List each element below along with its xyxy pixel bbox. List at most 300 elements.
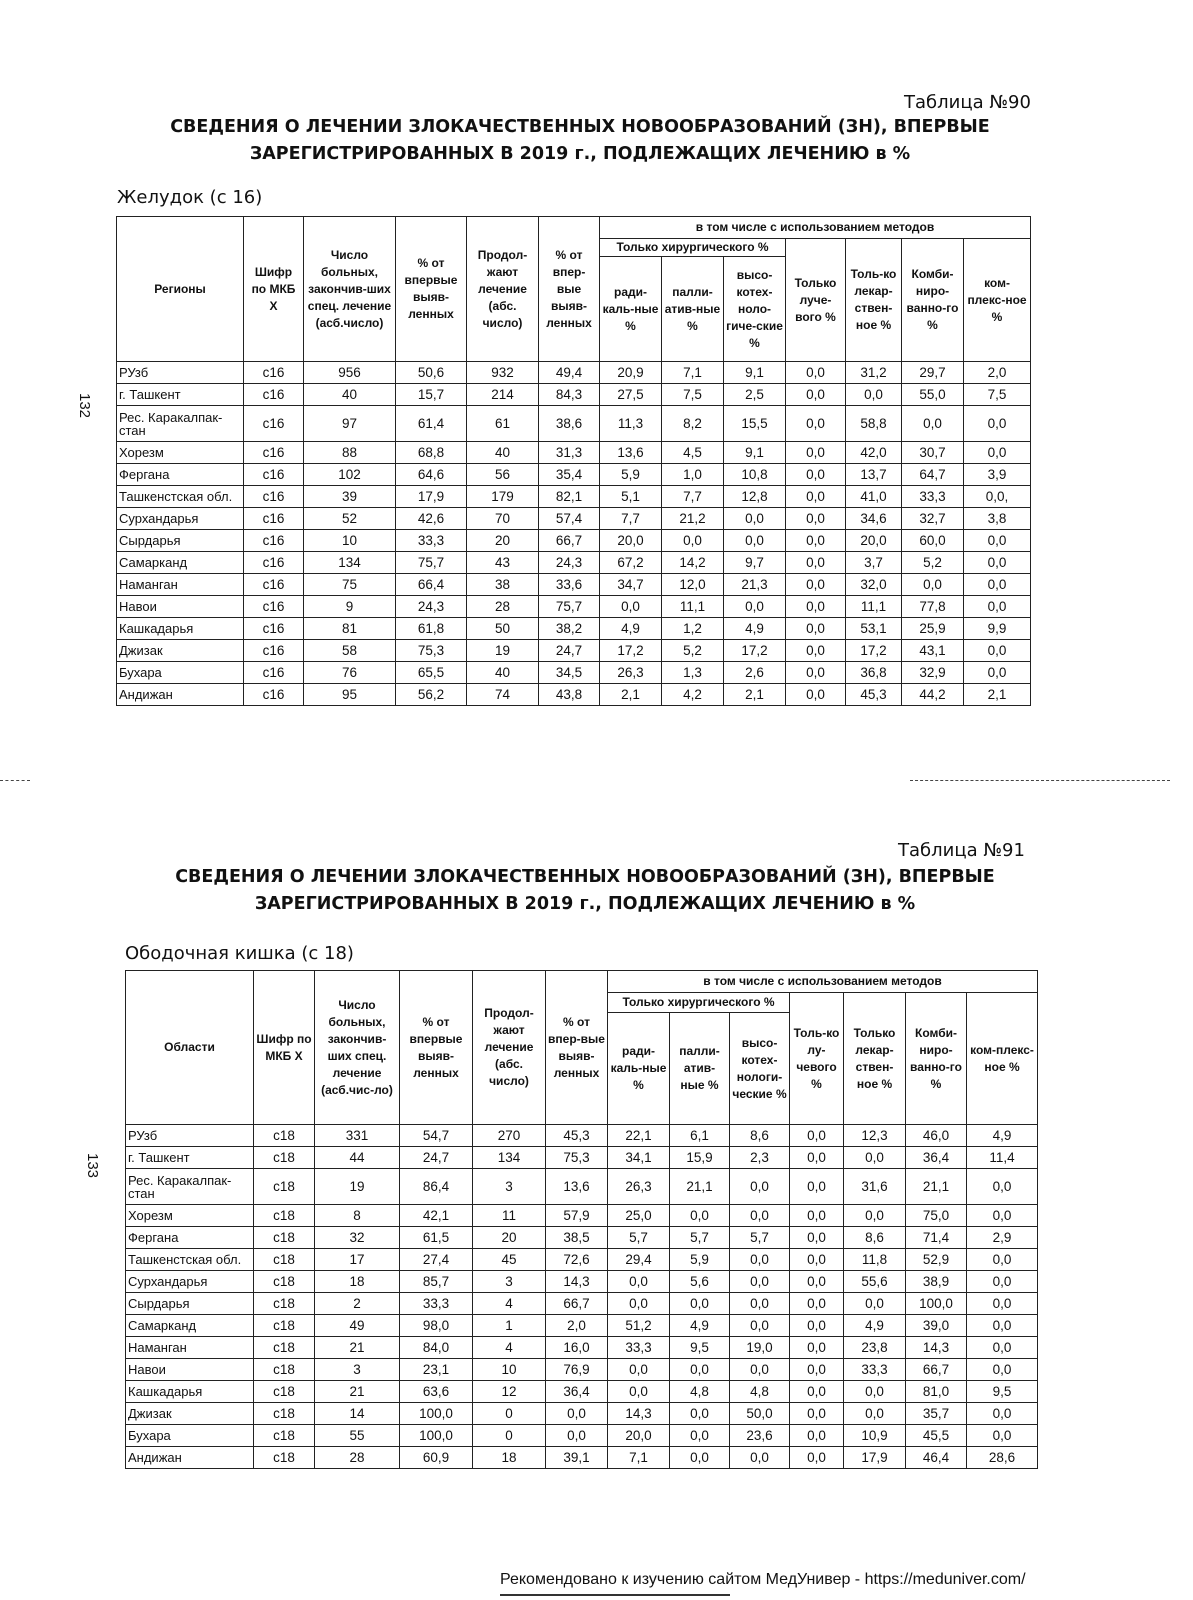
value-cell: 76 xyxy=(304,662,396,684)
value-cell: 0,0 xyxy=(670,1359,730,1381)
value-cell: 24,3 xyxy=(539,552,600,574)
region-cell: Бухара xyxy=(126,1425,254,1447)
value-cell: 82,1 xyxy=(539,486,600,508)
value-cell: 11,8 xyxy=(844,1249,906,1271)
value-cell: 0,0 xyxy=(964,530,1031,552)
code-cell: с18 xyxy=(254,1205,315,1227)
value-cell: 11,4 xyxy=(967,1147,1038,1169)
value-cell: 0,0 xyxy=(730,1169,790,1205)
header-region: Регионы xyxy=(117,217,244,362)
value-cell: 33,3 xyxy=(902,486,964,508)
page-number: 132 xyxy=(76,392,94,419)
header-surgical: Только хирургического % xyxy=(608,993,790,1013)
value-cell: 4,9 xyxy=(670,1315,730,1337)
value-cell: 0,0 xyxy=(967,1425,1038,1447)
value-cell: 100,0 xyxy=(400,1403,473,1425)
value-cell: 20,9 xyxy=(600,362,662,384)
value-cell: 0,0 xyxy=(790,1425,844,1447)
value-cell: 0,0 xyxy=(844,1205,906,1227)
header-complex: ком-плекс-ное % xyxy=(964,239,1031,362)
table-body xyxy=(126,1125,1038,1469)
code-cell: с18 xyxy=(254,1227,315,1249)
divider xyxy=(0,780,30,781)
value-cell: 5,9 xyxy=(670,1249,730,1271)
value-cell: 33,3 xyxy=(844,1359,906,1381)
value-cell: 16,0 xyxy=(546,1337,608,1359)
value-cell: 4 xyxy=(473,1293,546,1315)
code-cell: с18 xyxy=(254,1447,315,1469)
value-cell: 52,9 xyxy=(906,1249,967,1271)
value-cell: 28,6 xyxy=(967,1447,1038,1469)
value-cell: 10 xyxy=(304,530,396,552)
value-cell: 4,9 xyxy=(967,1125,1038,1147)
value-cell: 75,0 xyxy=(906,1205,967,1227)
table-row xyxy=(126,1425,1038,1447)
value-cell: 0,0 xyxy=(844,1381,906,1403)
region-cell: Навои xyxy=(126,1359,254,1381)
code-cell: с18 xyxy=(254,1249,315,1271)
table-row xyxy=(117,486,1031,508)
value-cell: 12,0 xyxy=(662,574,724,596)
code-cell: с16 xyxy=(244,406,304,442)
value-cell: 19 xyxy=(467,640,539,662)
value-cell: 58 xyxy=(304,640,396,662)
value-cell: 3 xyxy=(473,1271,546,1293)
value-cell: 75 xyxy=(304,574,396,596)
value-cell: 75,3 xyxy=(546,1147,608,1169)
value-cell: 49 xyxy=(315,1315,400,1337)
value-cell: 35,4 xyxy=(539,464,600,486)
value-cell: 0,0 xyxy=(786,552,846,574)
table-number: Таблица №91 xyxy=(898,840,1025,861)
value-cell: 0,0 xyxy=(902,406,964,442)
value-cell: 45 xyxy=(473,1249,546,1271)
header-count: Число больных, закончив-ших спец. лечение (асб.чис-ло) xyxy=(315,971,400,1125)
code-cell: с18 xyxy=(254,1337,315,1359)
table-row xyxy=(126,1147,1038,1169)
value-cell: 26,3 xyxy=(608,1169,670,1205)
header-radical: ради-каль-ные % xyxy=(608,1013,670,1125)
table-body xyxy=(117,362,1031,706)
value-cell: 24,3 xyxy=(396,596,467,618)
table-row xyxy=(117,684,1031,706)
value-cell: 36,4 xyxy=(546,1381,608,1403)
value-cell: 27,5 xyxy=(600,384,662,406)
region-cell: Андижан xyxy=(117,684,244,706)
value-cell: 20,0 xyxy=(846,530,902,552)
value-cell: 0,0 xyxy=(786,662,846,684)
value-cell: 41,0 xyxy=(846,486,902,508)
header-pct-first2: % от впер-вые выяв-ленных xyxy=(539,217,600,362)
value-cell: 15,9 xyxy=(670,1147,730,1169)
value-cell: 9,5 xyxy=(670,1337,730,1359)
header-pct-first: % от впервые выяв-ленных xyxy=(396,217,467,362)
value-cell: 2,1 xyxy=(600,684,662,706)
value-cell: 0,0 xyxy=(844,1293,906,1315)
value-cell: 17,2 xyxy=(846,640,902,662)
value-cell: 4,9 xyxy=(600,618,662,640)
code-cell: с18 xyxy=(254,1271,315,1293)
value-cell: 100,0 xyxy=(906,1293,967,1315)
value-cell: 0,0 xyxy=(786,442,846,464)
value-cell: 72,6 xyxy=(546,1249,608,1271)
code-cell: с16 xyxy=(244,508,304,530)
value-cell: 70 xyxy=(467,508,539,530)
value-cell: 8 xyxy=(315,1205,400,1227)
value-cell: 35,7 xyxy=(906,1403,967,1425)
value-cell: 21,1 xyxy=(906,1169,967,1205)
value-cell: 61,8 xyxy=(396,618,467,640)
value-cell: 28 xyxy=(315,1447,400,1469)
value-cell: 31,6 xyxy=(844,1169,906,1205)
value-cell: 49,4 xyxy=(539,362,600,384)
value-cell: 45,3 xyxy=(846,684,902,706)
value-cell: 9,7 xyxy=(724,552,786,574)
value-cell: 0,0 xyxy=(790,1271,844,1293)
value-cell: 45,3 xyxy=(546,1125,608,1147)
title-line-2: ЗАРЕГИСТРИРОВАННЫХ В 2019 г., ПОДЛЕЖАЩИХ ЛЕЧЕНИЮ в % xyxy=(249,144,911,164)
value-cell: 44,2 xyxy=(902,684,964,706)
value-cell: 61,4 xyxy=(396,406,467,442)
value-cell: 331 xyxy=(315,1125,400,1147)
value-cell: 21,3 xyxy=(724,574,786,596)
value-cell: 32,9 xyxy=(902,662,964,684)
value-cell: 50,0 xyxy=(730,1403,790,1425)
table-row xyxy=(117,618,1031,640)
value-cell: 50 xyxy=(467,618,539,640)
footer-underline xyxy=(500,1594,730,1596)
value-cell: 5,2 xyxy=(902,552,964,574)
region-cell: Наманган xyxy=(126,1337,254,1359)
region-cell: Сурхандарья xyxy=(117,508,244,530)
value-cell: 0,0 xyxy=(786,384,846,406)
value-cell: 26,3 xyxy=(600,662,662,684)
region-cell: Наманган xyxy=(117,574,244,596)
header-pct-first: % от впервые выяв-ленных xyxy=(400,971,473,1125)
table-number: Таблица №90 xyxy=(904,92,1031,113)
table-row xyxy=(126,1337,1038,1359)
region-cell: Кашкадарья xyxy=(117,618,244,640)
value-cell: 9,5 xyxy=(967,1381,1038,1403)
value-cell: 67,2 xyxy=(600,552,662,574)
value-cell: 24,7 xyxy=(400,1147,473,1169)
table-row xyxy=(126,1293,1038,1315)
value-cell: 66,4 xyxy=(396,574,467,596)
value-cell: 10,8 xyxy=(724,464,786,486)
code-cell: с18 xyxy=(254,1169,315,1205)
header-methods: в том числе с использованием методов xyxy=(608,971,1038,993)
value-cell: 8,2 xyxy=(662,406,724,442)
value-cell: 0,0 xyxy=(967,1315,1038,1337)
value-cell: 0,0 xyxy=(964,552,1031,574)
value-cell: 8,6 xyxy=(730,1125,790,1147)
value-cell: 9,1 xyxy=(724,442,786,464)
code-cell: с18 xyxy=(254,1293,315,1315)
value-cell: 20 xyxy=(473,1227,546,1249)
region-cell: Самарканд xyxy=(117,552,244,574)
value-cell: 22,1 xyxy=(608,1125,670,1147)
table-header xyxy=(117,217,1031,362)
header-drug: Только лекар-ствен-ное % xyxy=(844,993,906,1125)
value-cell: 32,7 xyxy=(902,508,964,530)
value-cell: 24,7 xyxy=(539,640,600,662)
value-cell: 3,7 xyxy=(846,552,902,574)
header-code: Шифр по МКБ Х xyxy=(254,971,315,1125)
value-cell: 5,9 xyxy=(600,464,662,486)
value-cell: 45,5 xyxy=(906,1425,967,1447)
value-cell: 39,0 xyxy=(906,1315,967,1337)
table-row xyxy=(126,1447,1038,1469)
header-ray: Только луче-вого % xyxy=(786,239,846,362)
region-cell: Рес. Каракалпак-стан xyxy=(117,406,244,442)
value-cell: 0 xyxy=(473,1425,546,1447)
value-cell: 13,6 xyxy=(546,1169,608,1205)
value-cell: 0,0 xyxy=(964,574,1031,596)
value-cell: 0,0 xyxy=(846,384,902,406)
code-cell: с16 xyxy=(244,442,304,464)
value-cell: 0,0 xyxy=(730,1293,790,1315)
header-pct-first2: % от впер-вые выяв-ленных xyxy=(546,971,608,1125)
value-cell: 0,0 xyxy=(786,640,846,662)
value-cell: 0,0 xyxy=(786,596,846,618)
value-cell: 0,0 xyxy=(670,1205,730,1227)
value-cell: 0,0 xyxy=(790,1381,844,1403)
value-cell: 61 xyxy=(467,406,539,442)
header-surgical: Только хирургического % xyxy=(600,239,786,257)
value-cell: 0,0 xyxy=(786,362,846,384)
value-cell: 4,5 xyxy=(662,442,724,464)
code-cell: с16 xyxy=(244,384,304,406)
value-cell: 2,0 xyxy=(964,362,1031,384)
table-row xyxy=(117,442,1031,464)
table-row xyxy=(126,1381,1038,1403)
value-cell: 0,0 xyxy=(730,1205,790,1227)
value-cell: 0,0 xyxy=(790,1293,844,1315)
code-cell: с18 xyxy=(254,1315,315,1337)
value-cell: 51,2 xyxy=(608,1315,670,1337)
divider xyxy=(910,780,1170,781)
value-cell: 0,0 xyxy=(844,1147,906,1169)
value-cell: 0,0 xyxy=(790,1403,844,1425)
header-methods: в том числе с использованием методов xyxy=(600,217,1031,239)
value-cell: 15,5 xyxy=(724,406,786,442)
region-cell: Хорезм xyxy=(117,442,244,464)
value-cell: 54,7 xyxy=(400,1125,473,1147)
region-cell: Джизак xyxy=(126,1403,254,1425)
value-cell: 20 xyxy=(467,530,539,552)
header-count: Число больных, закончив-ших спец. лечение (асб.число) xyxy=(304,217,396,362)
page-number: 133 xyxy=(84,1152,102,1179)
value-cell: 0,0 xyxy=(662,530,724,552)
value-cell: 36,4 xyxy=(906,1147,967,1169)
value-cell: 53,1 xyxy=(846,618,902,640)
value-cell: 0,0 xyxy=(730,1359,790,1381)
table-row xyxy=(117,384,1031,406)
code-cell: с16 xyxy=(244,552,304,574)
value-cell: 0,0 xyxy=(964,596,1031,618)
code-cell: с16 xyxy=(244,486,304,508)
value-cell: 23,6 xyxy=(730,1425,790,1447)
value-cell: 134 xyxy=(304,552,396,574)
value-cell: 15,7 xyxy=(396,384,467,406)
code-cell: с18 xyxy=(254,1125,315,1147)
table-row xyxy=(126,1169,1038,1205)
value-cell: 0,0 xyxy=(786,464,846,486)
value-cell: 7,7 xyxy=(600,508,662,530)
value-cell: 9,9 xyxy=(964,618,1031,640)
value-cell: 0,0 xyxy=(790,1169,844,1205)
table-row xyxy=(126,1125,1038,1147)
region-cell: РУзб xyxy=(117,362,244,384)
value-cell: 21,2 xyxy=(662,508,724,530)
value-cell: 0,0 xyxy=(670,1447,730,1469)
value-cell: 84,0 xyxy=(400,1337,473,1359)
value-cell: 57,4 xyxy=(539,508,600,530)
value-cell: 33,3 xyxy=(400,1293,473,1315)
value-cell: 0,0 xyxy=(670,1293,730,1315)
value-cell: 12 xyxy=(473,1381,546,1403)
value-cell: 10,9 xyxy=(844,1425,906,1447)
value-cell: 20,0 xyxy=(600,530,662,552)
value-cell: 66,7 xyxy=(906,1359,967,1381)
value-cell: 0,0 xyxy=(790,1125,844,1147)
value-cell: 28 xyxy=(467,596,539,618)
header-radical: ради-каль-ные % xyxy=(600,257,662,362)
value-cell: 32 xyxy=(315,1227,400,1249)
value-cell: 0,0 xyxy=(790,1359,844,1381)
value-cell: 5,1 xyxy=(600,486,662,508)
value-cell: 75,7 xyxy=(539,596,600,618)
table-row xyxy=(117,662,1031,684)
header-continue: Продол-жают лечение (абс. число) xyxy=(473,971,546,1125)
code-cell: с18 xyxy=(254,1359,315,1381)
value-cell: 0,0 xyxy=(608,1359,670,1381)
value-cell: 11 xyxy=(473,1205,546,1227)
value-cell: 86,4 xyxy=(400,1169,473,1205)
table-row xyxy=(117,508,1031,530)
region-cell: Джизак xyxy=(117,640,244,662)
value-cell: 19 xyxy=(315,1169,400,1205)
value-cell: 0,0 xyxy=(730,1271,790,1293)
value-cell: 77,8 xyxy=(902,596,964,618)
value-cell: 4,8 xyxy=(730,1381,790,1403)
value-cell: 97 xyxy=(304,406,396,442)
value-cell: 0 xyxy=(473,1403,546,1425)
value-cell: 0,0 xyxy=(967,1205,1038,1227)
value-cell: 0,0 xyxy=(790,1205,844,1227)
value-cell: 0,0 xyxy=(964,442,1031,464)
table-row xyxy=(117,464,1031,486)
header-continue: Продол-жают лечение (абс. число) xyxy=(467,217,539,362)
value-cell: 0,0 xyxy=(608,1271,670,1293)
region-cell: Сырдарья xyxy=(117,530,244,552)
table-row xyxy=(126,1249,1038,1271)
value-cell: 0,0 xyxy=(786,486,846,508)
value-cell: 40 xyxy=(467,442,539,464)
value-cell: 0,0 xyxy=(786,618,846,640)
region-cell: РУзб xyxy=(126,1125,254,1147)
value-cell: 11,1 xyxy=(846,596,902,618)
code-cell: с18 xyxy=(254,1403,315,1425)
region-cell: Фергана xyxy=(117,464,244,486)
value-cell: 0,0 xyxy=(967,1271,1038,1293)
value-cell: 8,6 xyxy=(844,1227,906,1249)
value-cell: 98,0 xyxy=(400,1315,473,1337)
value-cell: 2,3 xyxy=(730,1147,790,1169)
value-cell: 43,8 xyxy=(539,684,600,706)
value-cell: 34,1 xyxy=(608,1147,670,1169)
value-cell: 33,3 xyxy=(608,1337,670,1359)
region-cell: Ташкенстская обл. xyxy=(126,1249,254,1271)
value-cell: 46,0 xyxy=(906,1125,967,1147)
value-cell: 2 xyxy=(315,1293,400,1315)
value-cell: 2,9 xyxy=(967,1227,1038,1249)
value-cell: 7,1 xyxy=(608,1447,670,1469)
value-cell: 0,0 xyxy=(964,640,1031,662)
value-cell: 30,7 xyxy=(902,442,964,464)
value-cell: 52 xyxy=(304,508,396,530)
region-cell: Рес. Каракалпак-стан xyxy=(126,1169,254,1205)
value-cell: 58,8 xyxy=(846,406,902,442)
value-cell: 2,5 xyxy=(724,384,786,406)
table-row xyxy=(117,362,1031,384)
table-row xyxy=(126,1359,1038,1381)
region-cell: Самарканд xyxy=(126,1315,254,1337)
region-cell: Ташкенстская обл. xyxy=(117,486,244,508)
value-cell: 38,5 xyxy=(546,1227,608,1249)
code-cell: с18 xyxy=(254,1147,315,1169)
region-cell: Хорезм xyxy=(126,1205,254,1227)
value-cell: 31,3 xyxy=(539,442,600,464)
value-cell: 17,2 xyxy=(600,640,662,662)
value-cell: 12,8 xyxy=(724,486,786,508)
value-cell: 179 xyxy=(467,486,539,508)
value-cell: 57,9 xyxy=(546,1205,608,1227)
table-row xyxy=(117,406,1031,442)
value-cell: 0,0 xyxy=(964,406,1031,442)
value-cell: 81,0 xyxy=(906,1381,967,1403)
value-cell: 0,0 xyxy=(786,530,846,552)
value-cell: 1,3 xyxy=(662,662,724,684)
header-hightech: высо-котех-нологи-ческие % xyxy=(730,1013,790,1125)
value-cell: 6,1 xyxy=(670,1125,730,1147)
value-cell: 0,0 xyxy=(790,1227,844,1249)
value-cell: 46,4 xyxy=(906,1447,967,1469)
value-cell: 55,0 xyxy=(902,384,964,406)
value-cell: 0,0 xyxy=(790,1447,844,1469)
value-cell: 100,0 xyxy=(400,1425,473,1447)
value-cell: 0,0 xyxy=(790,1147,844,1169)
value-cell: 7,5 xyxy=(964,384,1031,406)
value-cell: 7,5 xyxy=(662,384,724,406)
code-cell: с16 xyxy=(244,640,304,662)
value-cell: 13,6 xyxy=(600,442,662,464)
value-cell: 44 xyxy=(315,1147,400,1169)
value-cell: 50,6 xyxy=(396,362,467,384)
value-cell: 34,6 xyxy=(846,508,902,530)
value-cell: 17,9 xyxy=(396,486,467,508)
value-cell: 14 xyxy=(315,1403,400,1425)
title-line-1: СВЕДЕНИЯ О ЛЕЧЕНИИ ЗЛОКАЧЕСТВЕННЫХ НОВООБРАЗОВАНИЙ (ЗН), ВПЕРВЫЕ xyxy=(170,117,990,137)
value-cell: 17,2 xyxy=(724,640,786,662)
value-cell: 4,9 xyxy=(724,618,786,640)
header-hightech: высо-котех-ноло-гиче-ские % xyxy=(724,257,786,362)
value-cell: 7,7 xyxy=(662,486,724,508)
value-cell: 56,2 xyxy=(396,684,467,706)
value-cell: 38,6 xyxy=(539,406,600,442)
value-cell: 40 xyxy=(304,384,396,406)
value-cell: 5,7 xyxy=(608,1227,670,1249)
